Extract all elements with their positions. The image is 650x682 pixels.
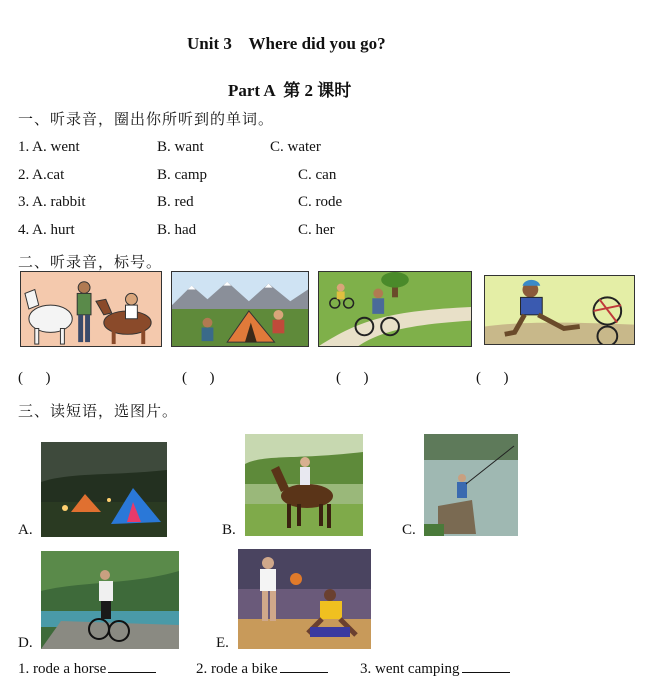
answer-slot-4[interactable]: ( ) xyxy=(476,370,509,386)
answer-slot-3[interactable]: ( ) xyxy=(336,370,369,386)
phrase-1-blank[interactable] xyxy=(108,660,156,673)
cycling-cartoon xyxy=(318,271,472,347)
part-title: Part A 第 2 课时 xyxy=(228,81,352,100)
q3-option-b: B. red xyxy=(157,194,194,210)
basketball-photo xyxy=(238,549,371,649)
answer-slot-1[interactable]: ( ) xyxy=(18,370,51,386)
q4-option-a: 4. A. hurt xyxy=(18,222,75,238)
phrase-1-text: 1. rode a horse xyxy=(18,661,107,677)
phrase-3 xyxy=(360,660,510,678)
q4-option-b: B. had xyxy=(157,222,197,238)
label-c: C. xyxy=(402,522,416,538)
section3-heading: 三、读短语，选图片。 xyxy=(18,404,179,420)
label-a: A. xyxy=(18,522,33,538)
q1-option-a: 1. A. went xyxy=(18,139,80,155)
section2-heading: 二、听录音，标号。 xyxy=(18,255,163,271)
unit-title: Unit 3 Where did you go? xyxy=(187,34,386,53)
answer-slot-2[interactable]: ( ) xyxy=(182,370,215,386)
q2-option-b: B. camp xyxy=(157,167,207,183)
fishing-photo xyxy=(424,434,518,536)
label-e: E. xyxy=(216,635,229,651)
q2-option-a: 2. A.cat xyxy=(18,167,65,183)
phrase-1 xyxy=(18,660,156,678)
phrase-2-text: 2. rode a bike xyxy=(196,661,278,677)
camping-cartoon xyxy=(171,271,309,347)
section1-heading: 一、听录音，圈出你所听到的单词。 xyxy=(18,112,275,128)
q1-option-b: B. want xyxy=(157,139,204,155)
q2-option-c: C. can xyxy=(298,167,337,183)
label-b: B. xyxy=(222,522,236,538)
phrase-3-text: 3. went camping xyxy=(360,661,460,677)
q1-option-c: C. water xyxy=(270,139,321,155)
camping-photo xyxy=(41,442,167,537)
phrase-2 xyxy=(196,660,328,678)
phrase-2-blank[interactable] xyxy=(280,660,328,673)
bike-fall-cartoon xyxy=(484,275,635,345)
cycling-photo xyxy=(41,551,179,649)
q3-option-c: C. rode xyxy=(298,194,343,210)
phrase-3-blank[interactable] xyxy=(462,660,510,673)
horse-riding-photo xyxy=(245,434,363,536)
q4-option-c: C. her xyxy=(298,222,335,238)
label-d: D. xyxy=(18,635,33,651)
q3-option-a: 3. A. rabbit xyxy=(18,194,86,210)
horse-riding-cartoon xyxy=(20,271,162,347)
